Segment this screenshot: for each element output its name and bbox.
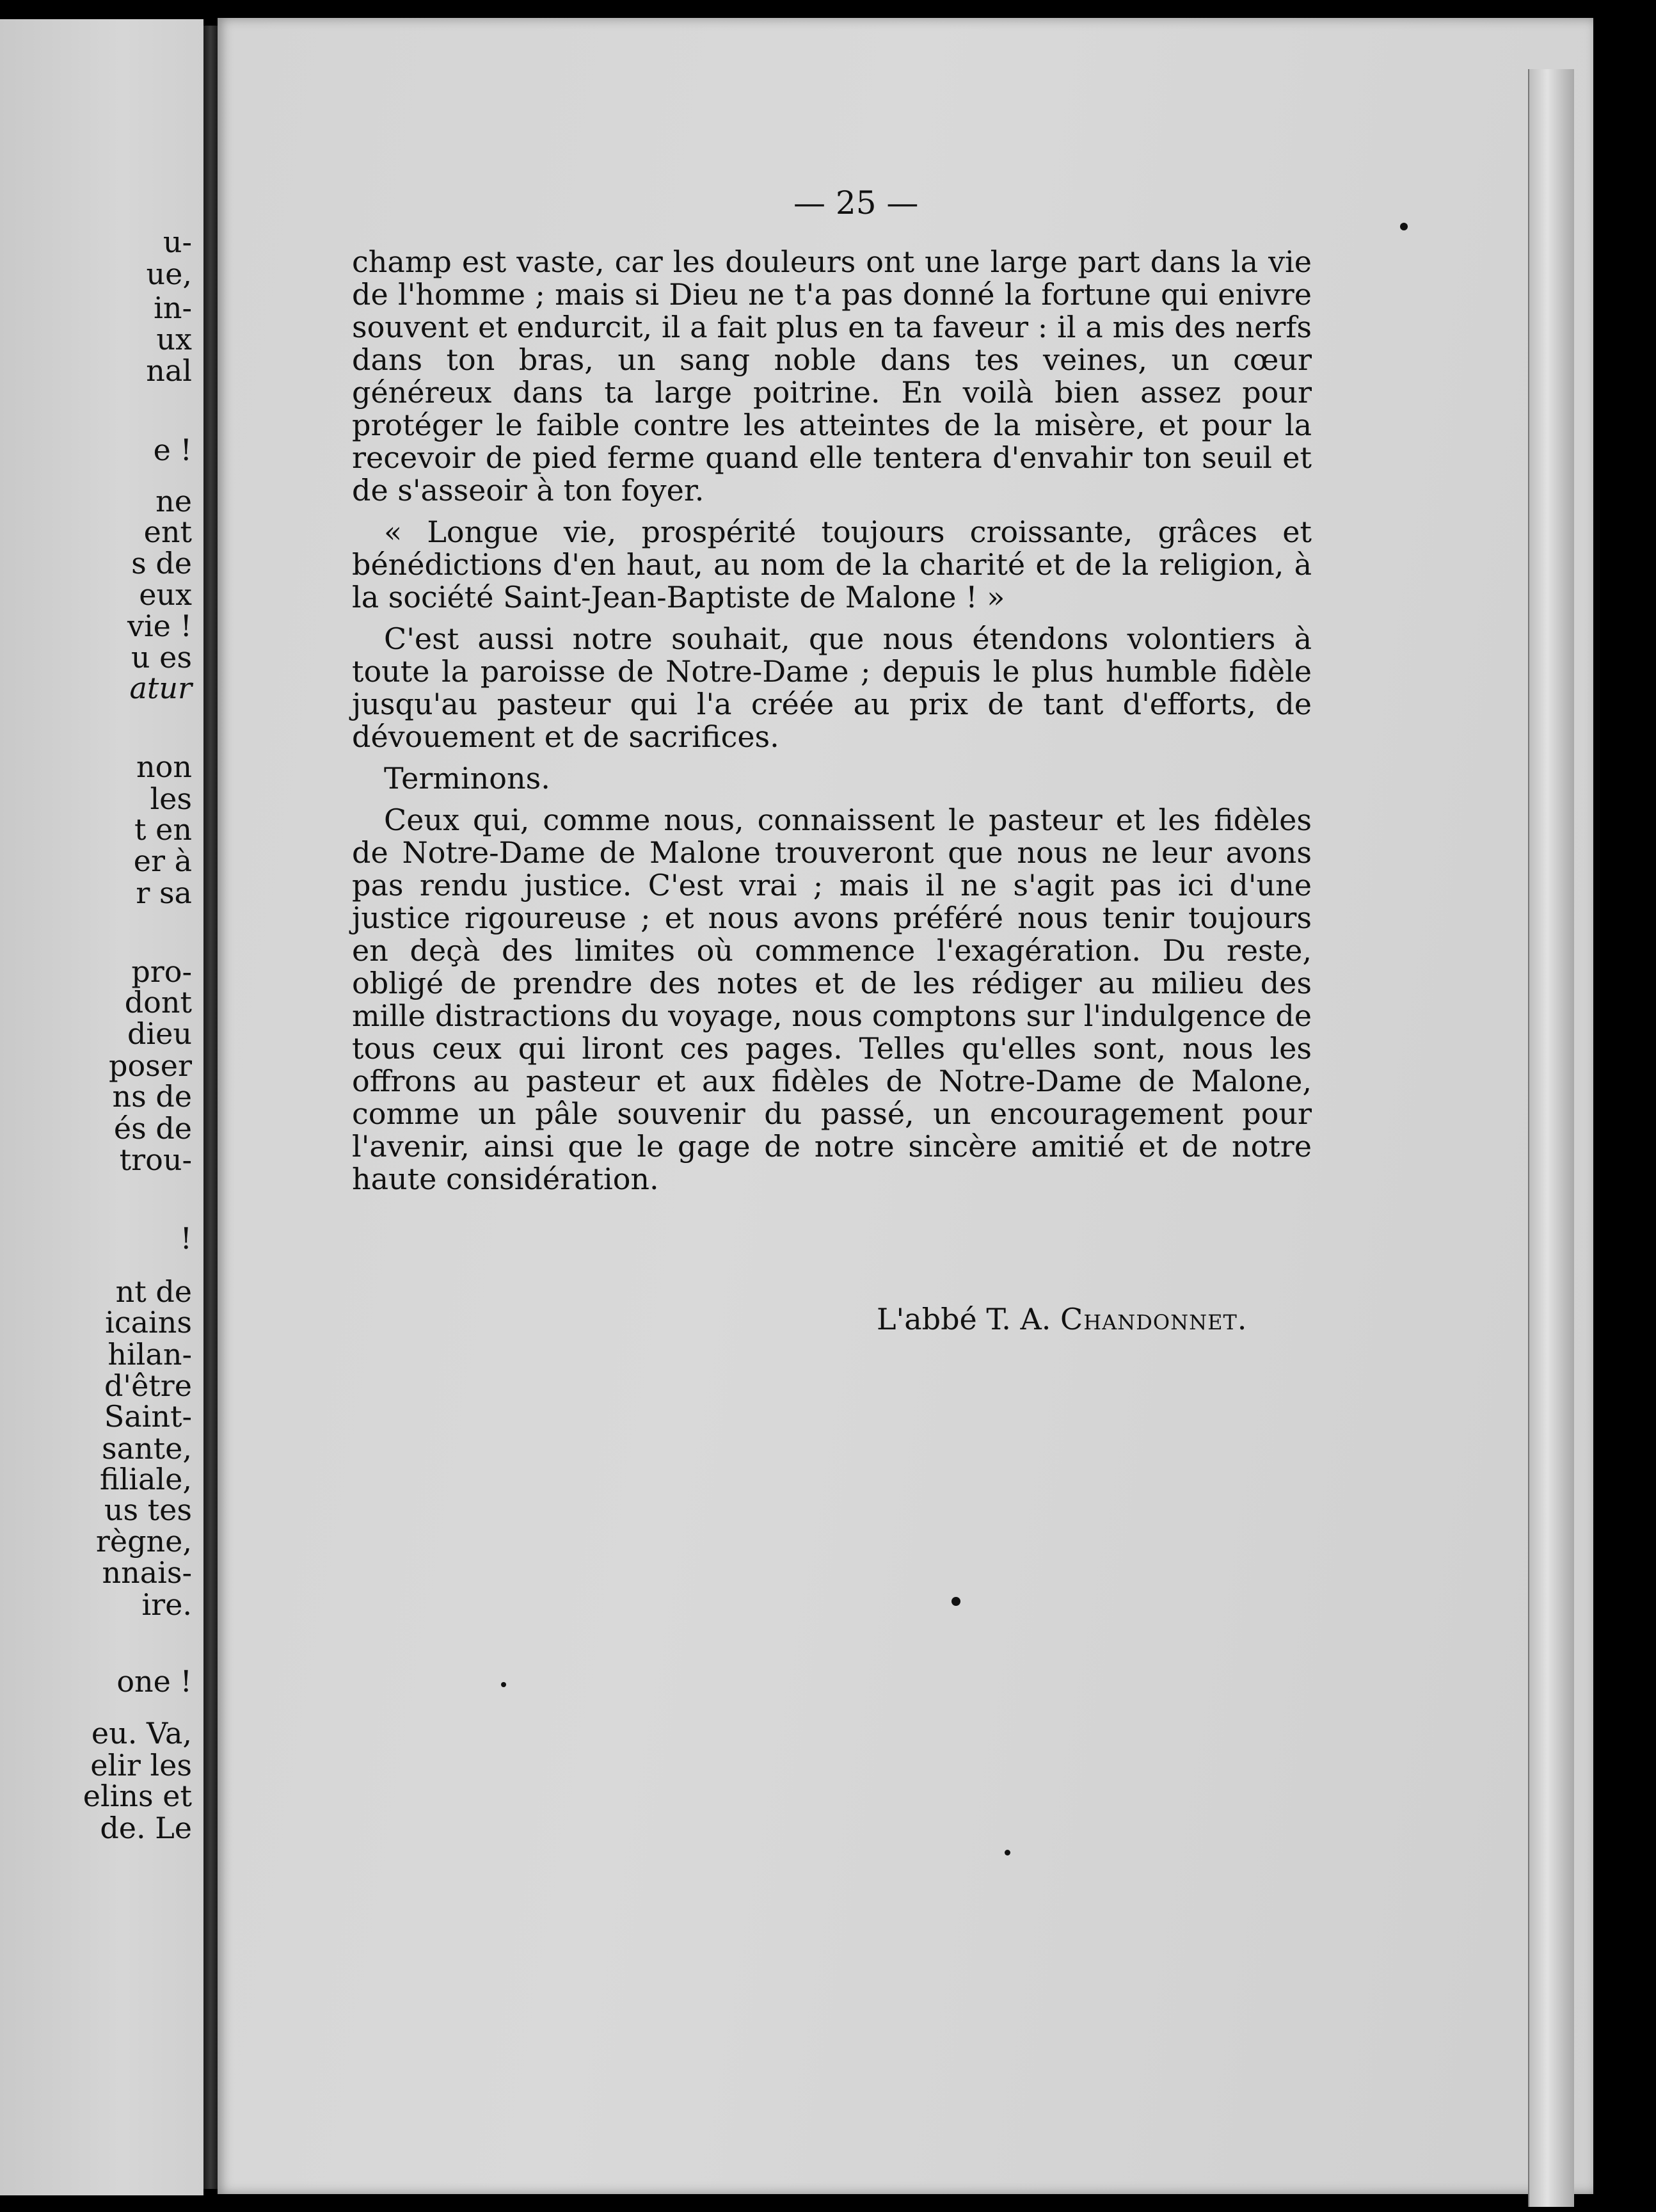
left-page-fragment: us tes xyxy=(104,1493,192,1527)
left-page-fragment: nnais- xyxy=(102,1555,192,1590)
left-page-fragment: ! xyxy=(180,1221,192,1256)
ink-speck xyxy=(951,1597,960,1606)
left-page-fragment: sante, xyxy=(102,1431,192,1466)
left-page-fragment: e ! xyxy=(153,433,192,467)
left-page-fragment: pro- xyxy=(131,954,192,989)
body-text xyxy=(352,246,1312,1205)
left-page-fragment: dont xyxy=(124,985,192,1020)
left-page-fragment: non xyxy=(136,749,192,784)
left-page-fragment: és de xyxy=(113,1111,192,1146)
left-page-fragment: atur xyxy=(129,671,192,705)
left-page-fragment: one ! xyxy=(116,1664,192,1699)
left-page-fragment: elir les xyxy=(90,1748,192,1783)
left-page-fragment: elins et xyxy=(83,1779,192,1813)
left-page-fragment: s de xyxy=(131,546,192,581)
left-page-fragment: ent xyxy=(143,515,192,549)
left-page-fragment: trou- xyxy=(119,1142,192,1177)
paragraph-2: « Longue vie, prospérité toujours croissante, grâces et bénédictions d'en haut, au nom de la charité et de la religion, à la société Saint-Jean-Baptiste de Malone ! » xyxy=(352,515,1312,614)
paragraph-1: champ est vaste, car les douleurs ont une large part dans la vie de l'homme ; mais si Dieu ne t'a pas donné la fortune qui enivre souvent et endurcit, il a fait plus en ta faveur : il a mis des nerfs dans ton bras, un sang noble dans tes veines, un cœur généreux dans ta large poitrine. En voilà bien assez pour protéger le faible contre les atteintes de la misère, et pour la recevoir de pied ferme quand elle tentera d'envahir ton seuil et de s'asseoir à ton foyer. xyxy=(352,244,1312,508)
left-page-fragment: u- xyxy=(163,225,192,259)
left-page-fragment: r sa xyxy=(136,876,192,910)
ink-speck xyxy=(1005,1850,1010,1855)
left-page-fragment: icains xyxy=(105,1305,192,1340)
left-page-fragment: eux xyxy=(139,577,192,612)
left-page-fragment: Saint- xyxy=(104,1399,192,1434)
signature-prefix: L'abbé T. A. xyxy=(877,1302,1051,1336)
paragraph-3: C'est aussi notre souhait, que nous étendons volontiers à toute la paroisse de Notre-Dame ; depuis le plus humble fidèle jusqu'au pasteur qui l'a créée au prix de tant d'efforts, de dévouement et de sacrifices. xyxy=(352,621,1312,754)
left-page-text-fragments xyxy=(0,19,203,2195)
signature-name: Chandonnet. xyxy=(1060,1302,1248,1336)
left-page-fragment: ux xyxy=(156,322,192,357)
left-page-fragment: ue, xyxy=(146,257,192,291)
left-page-fragment: les xyxy=(150,781,192,816)
left-page-fragment: t en xyxy=(134,812,192,847)
ink-speck xyxy=(1400,223,1408,230)
left-page-fragment: de. Le xyxy=(100,1811,192,1845)
page-number: — 25 — xyxy=(793,184,919,221)
left-page-fragment: ire. xyxy=(141,1587,192,1622)
paragraph-5: Ceux qui, comme nous, connaissent le pasteur et les fidèles de Notre-Dame de Malone trouveront que nous ne leur avons pas rendu justice. C'est vrai ; mais il ne s'agit pas ici d'une justice rigoureuse ; et nous avons préféré nous tenir toujours en deçà des limites où commence l'exagération. Du reste, obligé de prendre des notes et de les rédiger au milieu des mille distractions du voyage, nous comptons sur l'indulgence de tous ceux qui liront ces pages. Telles qu'elles sont, nous les offrons au pasteur et aux fidèles de Notre-Dame de Malone, comme un pâle souvenir du passé, un encouragement pour l'avenir, ainsi que le gage de notre sincère amitié et de notre haute considération. xyxy=(352,803,1312,1196)
left-page-fragment: in- xyxy=(154,291,192,325)
left-page-fragment: dieu xyxy=(127,1016,192,1051)
left-page-fragment: nal xyxy=(146,353,192,388)
left-page-fragment: filiale, xyxy=(99,1462,192,1496)
left-page-fragment: vie ! xyxy=(127,609,192,643)
paragraph-4: Terminons. xyxy=(384,761,550,796)
left-page-fragment: u es xyxy=(131,640,192,675)
left-page-fragment: nt de xyxy=(115,1274,192,1309)
signature xyxy=(877,1304,1247,1334)
left-page-fragment: poser xyxy=(109,1048,192,1083)
left-facing-page xyxy=(0,19,203,2195)
left-page-fragment: ne xyxy=(155,484,192,518)
left-page-fragment: d'être xyxy=(104,1368,192,1403)
left-page-fragment: règne, xyxy=(95,1524,192,1559)
left-page-fragment: hilan- xyxy=(107,1337,192,1372)
page-edge xyxy=(1528,69,1574,2207)
left-page-fragment: ns de xyxy=(112,1079,192,1114)
ink-speck xyxy=(501,1682,506,1687)
left-page-fragment: er à xyxy=(133,844,192,878)
left-page-fragment: eu. Va, xyxy=(91,1716,192,1751)
binding-gutter xyxy=(203,26,218,2189)
